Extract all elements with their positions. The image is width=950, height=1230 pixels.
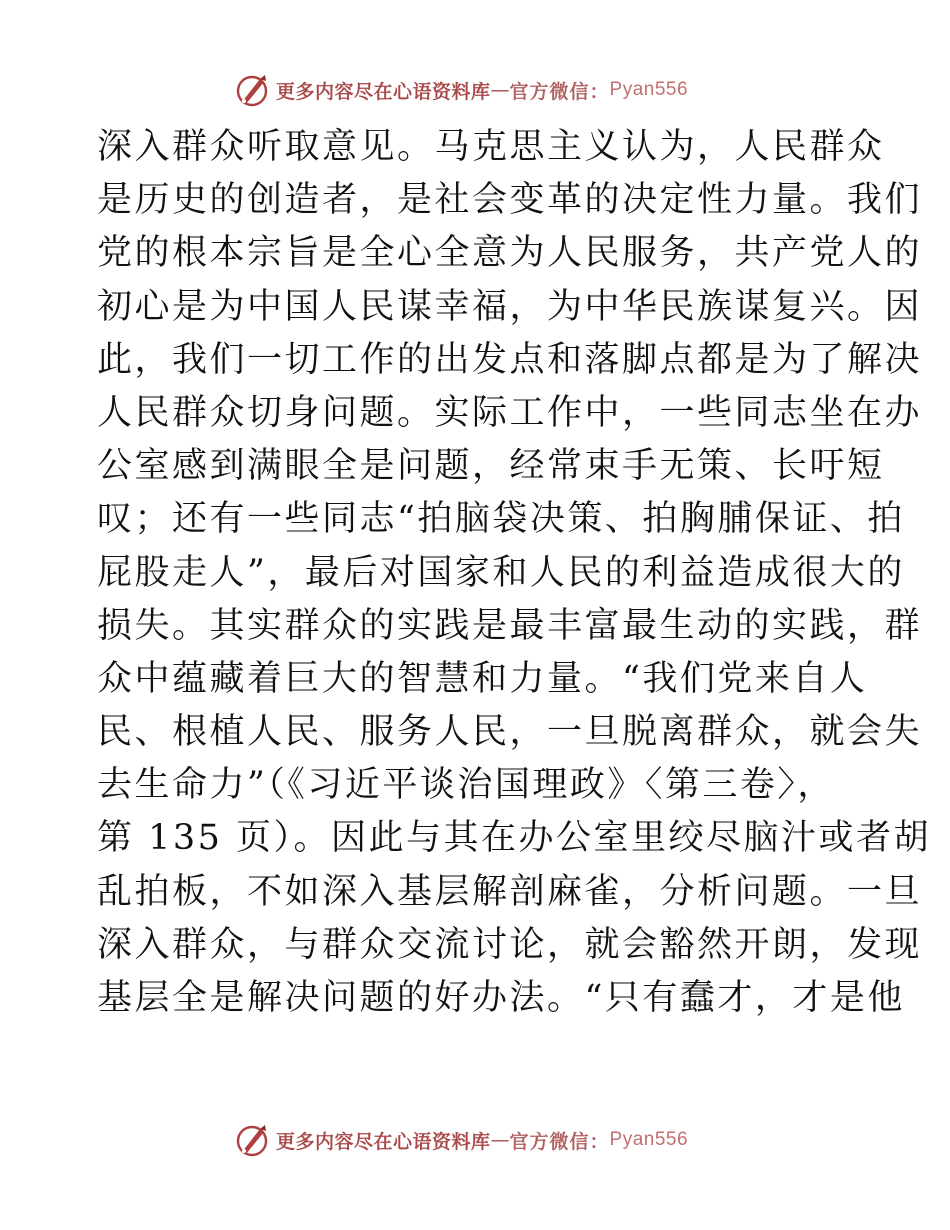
banner-dash: — bbox=[490, 1129, 510, 1151]
text-line: 此，我们一切工作的出发点和落脚点都是为了解决 bbox=[97, 339, 923, 380]
banner-wechat-label: 官方微信： bbox=[509, 1130, 610, 1153]
text-line: 屁股走人”，最后对国家和人民的利益造成很大的 bbox=[97, 552, 905, 593]
text-line: 民、根植人民、服务人民，一旦脱离群众，就会失 bbox=[97, 712, 923, 753]
text-line: 初心是为中国人民谋幸福，为中华民族谋复兴。因 bbox=[97, 286, 923, 327]
text-line: 叹；还有一些同志“拍脑袋决策、拍胸脯保证、拍 bbox=[97, 499, 905, 540]
text-line: 党的根本宗旨是全心全意为人民服务，共产党人的 bbox=[97, 233, 923, 274]
header-banner bbox=[234, 70, 754, 110]
banner-wechat-id: Pyan556 bbox=[609, 1129, 689, 1150]
text-line: 损失。其实群众的实践是最丰富最生动的实践，群 bbox=[97, 605, 923, 646]
quill-pen-logo-icon bbox=[234, 72, 270, 108]
text-line: 深入群众，与群众交流讨论，就会豁然开朗，发现 bbox=[97, 924, 923, 965]
footer-banner bbox=[234, 1120, 754, 1160]
banner-title: 更多内容尽在心语资料库 bbox=[276, 1130, 491, 1153]
banner-title: 更多内容尽在心语资料库 bbox=[276, 80, 491, 103]
text-line: 乱拍板，不如深入基层解剖麻雀，分析问题。一旦 bbox=[97, 871, 923, 912]
document-body bbox=[97, 121, 932, 1025]
text-line: 基层全是解决问题的好办法。“只有蠢才，才是他 bbox=[97, 978, 905, 1018]
banner-wechat-label: 官方微信： bbox=[509, 80, 610, 103]
text-line: 公室感到满眼全是问题，经常束手无策、长吁短 bbox=[97, 446, 885, 487]
text-line: 去生命力”（《习近平谈治国理政》〈第三卷〉， bbox=[97, 765, 835, 806]
text-line: 深入群众听取意见。马克思主义认为，人民群众 bbox=[97, 127, 885, 167]
text-line: 众中蕴藏着巨大的智慧和力量。“我们党来自人 bbox=[97, 658, 868, 699]
banner-dash: — bbox=[490, 79, 510, 101]
text-line: 第 135 页）。因此与其在办公室里绞尽脑汁或者胡 bbox=[97, 818, 932, 859]
text-line: 人民群众切身问题。实际工作中，一些同志坐在办 bbox=[97, 392, 923, 433]
quill-pen-logo-icon bbox=[234, 1122, 270, 1158]
banner-wechat-id: Pyan556 bbox=[609, 79, 689, 100]
text-line: 是历史的创造者，是社会变革的决定性力量。我们 bbox=[97, 180, 923, 221]
